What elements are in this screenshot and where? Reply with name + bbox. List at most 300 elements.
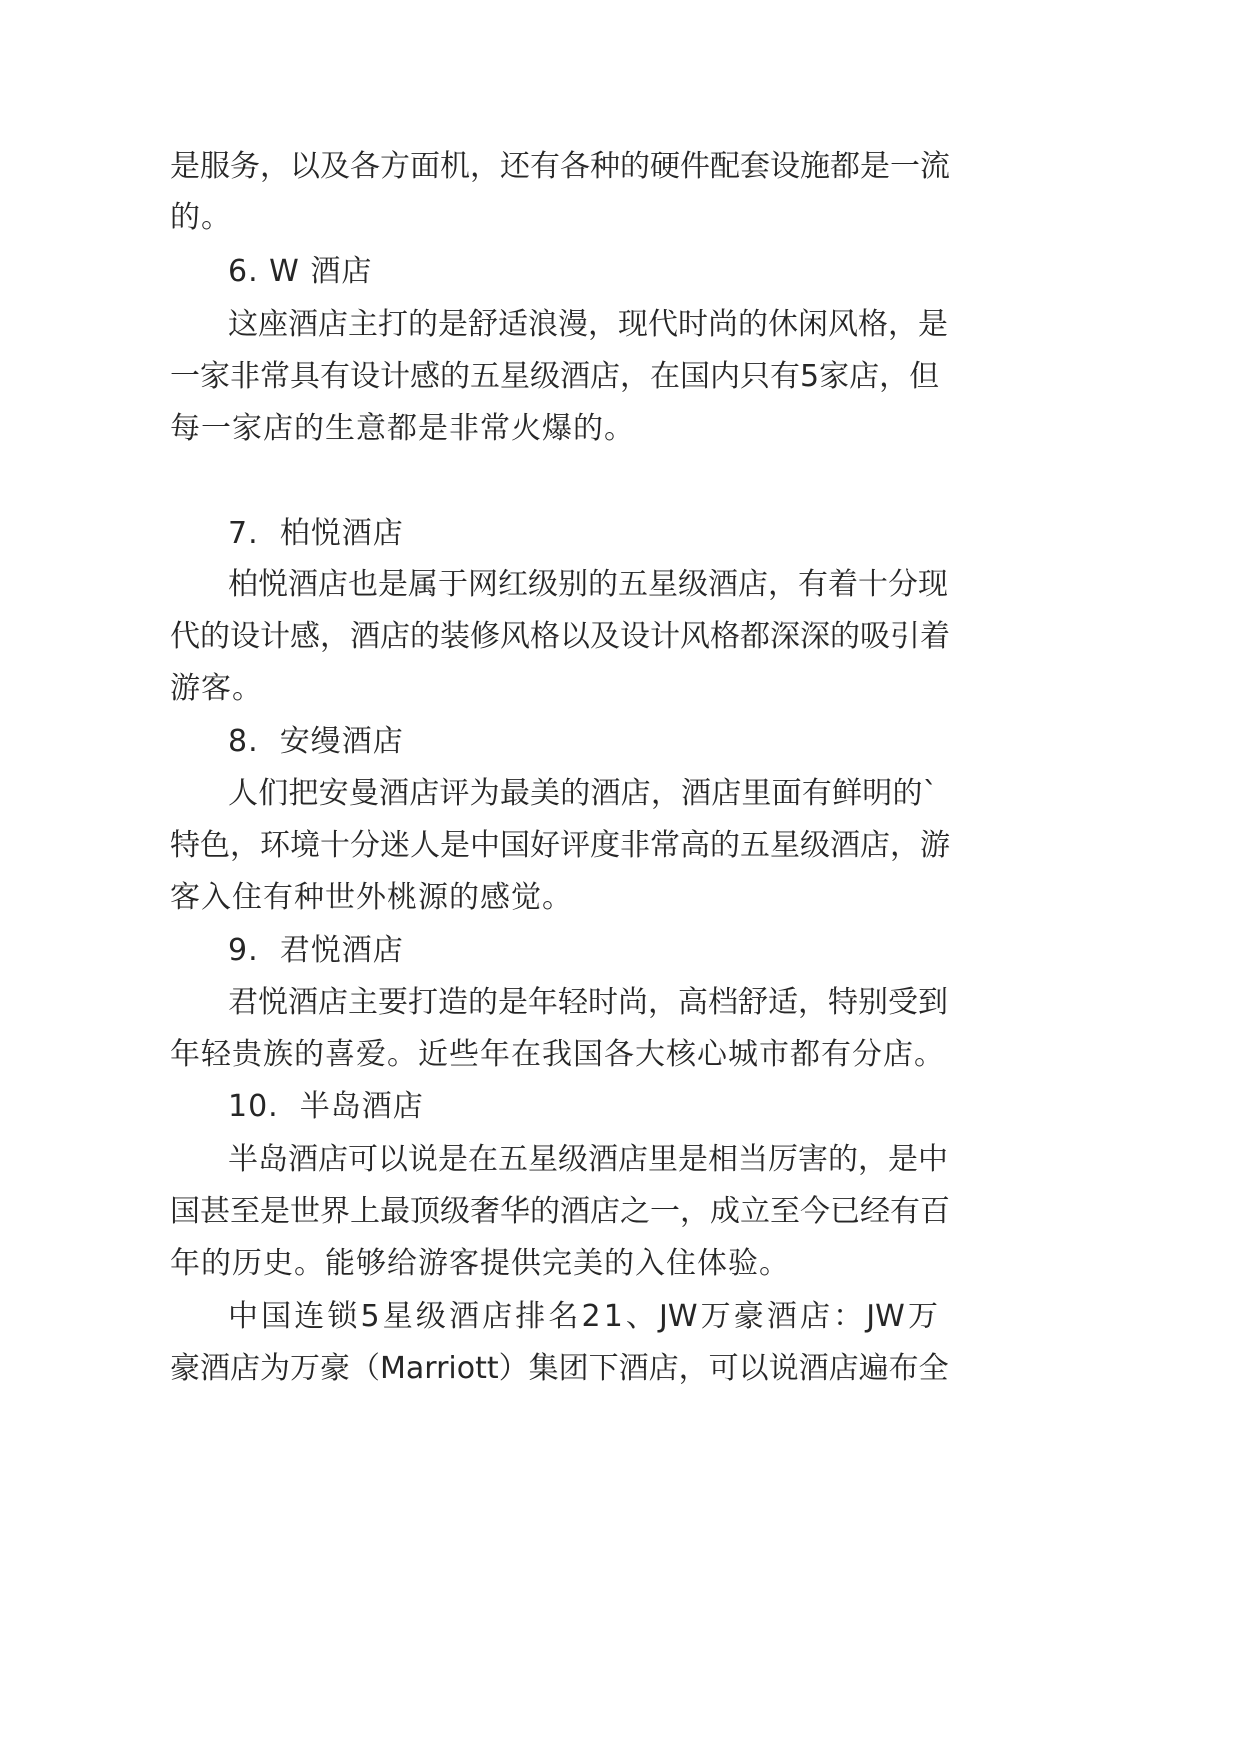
glyph: 五 — [498, 1142, 528, 1177]
glyph: 明 — [862, 776, 893, 811]
glyph: 评 — [439, 776, 470, 811]
glyph: 至 — [230, 1194, 260, 1229]
glyph: ， — [879, 359, 910, 394]
glyph: 店 — [380, 619, 410, 654]
glyph: 君 — [228, 985, 258, 1020]
glyph: 悦 — [258, 985, 288, 1020]
glyph: 立 — [740, 1194, 770, 1229]
glyph: 店 — [860, 828, 890, 863]
glyph: 成 — [710, 1194, 740, 1229]
glyph: 着 — [828, 567, 858, 602]
glyph: 家 — [200, 359, 230, 394]
glyph: 的 — [892, 776, 923, 811]
glyph: 风 — [828, 307, 858, 342]
glyph: ， — [320, 619, 350, 654]
glyph: 把 — [288, 776, 319, 811]
glyph: 以 — [738, 1351, 769, 1386]
glyph: 格 — [710, 619, 740, 654]
glyph: 是 — [888, 1142, 918, 1177]
glyph: 鲜 — [832, 776, 863, 811]
glyph: 是 — [378, 567, 408, 602]
glyph: 装 — [440, 619, 470, 654]
glyph: 流 — [920, 149, 950, 184]
glyph: 是 — [498, 985, 528, 1020]
glyph: 分 — [350, 828, 380, 863]
glyph: 舒 — [468, 307, 498, 342]
glyph: 是 — [678, 1142, 708, 1177]
glyph: 在 — [468, 1142, 498, 1177]
glyph: 害 — [798, 1142, 828, 1177]
glyph: 酒 — [560, 1194, 590, 1229]
glyph: （ — [350, 1351, 380, 1386]
glyph: 迷 — [380, 828, 410, 863]
text-line — [228, 1297, 938, 1337]
glyph: 感 — [290, 619, 320, 654]
glyph: 感 — [410, 359, 440, 394]
glyph: 安 — [318, 776, 349, 811]
text-line: 客入住有种世外桃源的感觉。 — [170, 880, 573, 915]
glyph: 的 — [200, 619, 230, 654]
glyph: 酒 — [288, 1142, 318, 1177]
glyph: 可 — [708, 1351, 739, 1386]
glyph: 格 — [858, 307, 888, 342]
glyph: 集 — [528, 1351, 559, 1386]
glyph: 高 — [678, 985, 708, 1020]
glyph: 主 — [348, 307, 378, 342]
glyph: 件 — [680, 149, 710, 184]
glyph: 豪 — [320, 1351, 350, 1386]
glyph: ` — [922, 776, 938, 811]
glyph: 、 — [625, 1299, 656, 1334]
glyph: 界 — [320, 1194, 350, 1229]
section-heading: 7. 柏悦酒店 — [228, 516, 404, 551]
glyph: 星 — [648, 567, 678, 602]
glyph: 店 — [648, 1351, 679, 1386]
glyph: 档 — [708, 985, 738, 1020]
glyph: 度 — [590, 828, 620, 863]
text-line — [170, 1192, 950, 1232]
glyph: 以 — [560, 619, 590, 654]
glyph: 中 — [918, 1142, 948, 1177]
glyph: ， — [768, 567, 798, 602]
text-line — [228, 305, 948, 345]
glyph: 常 — [260, 359, 290, 394]
glyph: 及 — [590, 619, 620, 654]
glyph: 星 — [500, 359, 530, 394]
glyph: 的 — [410, 619, 440, 654]
glyph: 有 — [801, 776, 832, 811]
glyph: 店 — [828, 1351, 859, 1386]
glyph: 店 — [230, 1351, 260, 1386]
glyph: 万 — [907, 1299, 938, 1334]
glyph: 机 — [440, 149, 470, 184]
glyph: 最 — [499, 776, 530, 811]
glyph: 常 — [650, 828, 680, 863]
glyph: 计 — [260, 619, 290, 654]
text-line: 年的历史。能够给游客提供完美的入住体验。 — [170, 1246, 790, 1281]
glyph: 上 — [350, 1194, 380, 1229]
text-line — [228, 1140, 948, 1180]
glyph: 面 — [410, 149, 440, 184]
glyph: 的 — [738, 307, 768, 342]
glyph: 环 — [260, 828, 290, 863]
glyph: 现 — [618, 307, 648, 342]
glyph: 十 — [320, 828, 350, 863]
glyph: 别 — [558, 567, 588, 602]
glyph: 设 — [770, 149, 800, 184]
glyph: JW — [866, 1299, 905, 1334]
glyph: 为 — [469, 776, 500, 811]
glyph: 酒 — [618, 1351, 649, 1386]
glyph: 5 — [360, 1299, 380, 1334]
glyph: 店 — [590, 359, 620, 394]
glyph: 全 — [918, 1351, 949, 1386]
text-line — [170, 147, 950, 187]
glyph: 是 — [438, 307, 468, 342]
glyph: 国 — [680, 359, 710, 394]
glyph: 及 — [320, 149, 350, 184]
glyph: 有 — [890, 1194, 920, 1229]
glyph: 的 — [440, 359, 470, 394]
glyph: 厉 — [768, 1142, 798, 1177]
glyph: 主 — [348, 985, 378, 1020]
glyph: 一 — [650, 1194, 680, 1229]
glyph: 有 — [770, 359, 800, 394]
text-line: 游客。 — [170, 671, 263, 706]
glyph: 国 — [170, 1194, 200, 1229]
glyph: 着 — [920, 619, 950, 654]
text-line — [170, 826, 950, 866]
glyph: 里 — [741, 776, 772, 811]
glyph: 十 — [858, 567, 888, 602]
glyph: 的 — [408, 307, 438, 342]
glyph: 至 — [770, 1194, 800, 1229]
glyph: 国 — [500, 828, 530, 863]
glyph: 酒 — [830, 828, 860, 863]
glyph: 评 — [560, 828, 590, 863]
glyph: 店 — [590, 1194, 620, 1229]
glyph: 套 — [740, 149, 770, 184]
glyph: 豪 — [170, 1351, 200, 1386]
glyph: 级 — [678, 567, 708, 602]
glyph: 是 — [260, 1194, 290, 1229]
glyph: ， — [648, 985, 678, 1020]
text-line — [228, 983, 948, 1023]
glyph: ， — [890, 828, 920, 863]
glyph: 们 — [258, 776, 289, 811]
text-line: 每一家店的生意都是非常火爆的。 — [170, 411, 635, 446]
glyph: 下 — [588, 1351, 619, 1386]
glyph: 具 — [290, 359, 320, 394]
glyph: 造 — [438, 985, 468, 1020]
text-line — [170, 357, 938, 397]
glyph: 悦 — [258, 567, 288, 602]
text-line: 年轻贵族的喜爱。近些年在我国各大核心城市都有分店。 — [170, 1037, 945, 1072]
glyph: 甚 — [200, 1194, 230, 1229]
glyph: 要 — [378, 985, 408, 1020]
glyph: 施 — [800, 149, 830, 184]
glyph: ， — [588, 307, 618, 342]
glyph: ， — [470, 149, 500, 184]
glyph: 店 — [620, 776, 651, 811]
glyph: ， — [650, 776, 681, 811]
glyph: ： — [833, 1299, 864, 1334]
text-line — [170, 1349, 949, 1389]
glyph: 是 — [860, 149, 890, 184]
section-heading: 6. W 酒店 — [228, 254, 373, 289]
glyph: 于 — [438, 567, 468, 602]
glyph: 到 — [918, 985, 948, 1020]
glyph: 店 — [318, 307, 348, 342]
glyph: 国 — [261, 1299, 292, 1334]
glyph: 配 — [710, 149, 740, 184]
glyph: 五 — [470, 359, 500, 394]
glyph: 闲 — [798, 307, 828, 342]
glyph: 酒 — [766, 1299, 797, 1334]
glyph: 是 — [438, 1142, 468, 1177]
text-line — [170, 617, 950, 657]
glyph: 别 — [858, 985, 888, 1020]
glyph: 打 — [408, 985, 438, 1020]
glyph: 星 — [382, 1299, 413, 1334]
glyph: 这 — [228, 307, 258, 342]
glyph: 说 — [408, 1142, 438, 1177]
glyph: 2 — [581, 1299, 601, 1334]
glyph: 相 — [708, 1142, 738, 1177]
glyph: 店 — [800, 1299, 831, 1334]
glyph: 分 — [888, 567, 918, 602]
glyph: 吸 — [860, 619, 890, 654]
glyph: ， — [858, 1142, 888, 1177]
glyph: 只 — [740, 359, 770, 394]
glyph: 酒 — [350, 619, 380, 654]
glyph: 1 — [603, 1299, 623, 1334]
glyph: 深 — [770, 619, 800, 654]
glyph: 奢 — [470, 1194, 500, 1229]
text-line — [228, 565, 948, 605]
glyph: 最 — [380, 1194, 410, 1229]
glyph: 年 — [528, 985, 558, 1020]
text-line: 的。 — [170, 200, 232, 235]
glyph: 酒 — [798, 1351, 829, 1386]
glyph: 布 — [888, 1351, 919, 1386]
glyph: 有 — [320, 359, 350, 394]
glyph: 设 — [230, 619, 260, 654]
glyph: 高 — [680, 828, 710, 863]
glyph: 但 — [909, 359, 940, 394]
glyph: 顶 — [410, 1194, 440, 1229]
glyph: 设 — [620, 619, 650, 654]
glyph: 还 — [500, 149, 530, 184]
glyph: 计 — [380, 359, 410, 394]
glyph: 在 — [650, 359, 680, 394]
glyph: 的 — [468, 985, 498, 1020]
glyph: ， — [680, 1194, 710, 1229]
glyph: 特 — [828, 985, 858, 1020]
glyph: 店 — [711, 776, 742, 811]
glyph: 内 — [710, 359, 740, 394]
glyph: 的 — [710, 828, 740, 863]
glyph: 店 — [738, 567, 768, 602]
glyph: 店 — [318, 567, 348, 602]
glyph: 酒 — [560, 359, 590, 394]
glyph: 级 — [528, 567, 558, 602]
glyph: 级 — [530, 359, 560, 394]
glyph: 万 — [290, 1351, 320, 1386]
glyph: 酒 — [288, 307, 318, 342]
glyph: 色 — [200, 828, 230, 863]
glyph: 今 — [800, 1194, 830, 1229]
glyph: 特 — [170, 828, 200, 863]
glyph: 级 — [558, 1142, 588, 1177]
glyph: ， — [798, 985, 828, 1020]
glyph: 格 — [530, 619, 560, 654]
glyph: 务 — [230, 149, 260, 184]
glyph: 家 — [819, 359, 850, 394]
glyph: 方 — [380, 149, 410, 184]
glyph: ， — [230, 828, 260, 863]
glyph: 也 — [348, 567, 378, 602]
glyph: 适 — [768, 985, 798, 1020]
glyph: 好 — [530, 828, 560, 863]
glyph: 一 — [170, 359, 200, 394]
text-line — [228, 774, 938, 814]
glyph: 店 — [409, 776, 440, 811]
glyph: 人 — [410, 828, 440, 863]
glyph: Marriott — [380, 1351, 499, 1386]
glyph: 级 — [415, 1299, 446, 1334]
glyph: ， — [888, 307, 918, 342]
glyph: 面 — [771, 776, 802, 811]
glyph: ） — [498, 1351, 529, 1386]
glyph: 级 — [440, 1194, 470, 1229]
glyph: 各 — [350, 149, 380, 184]
glyph: 之 — [620, 1194, 650, 1229]
glyph: 时 — [678, 307, 708, 342]
glyph: 五 — [618, 567, 648, 602]
glyph: 游 — [920, 828, 950, 863]
glyph: 酒 — [200, 1351, 230, 1386]
glyph: 酒 — [708, 567, 738, 602]
glyph: 人 — [228, 776, 258, 811]
glyph: 酒 — [288, 567, 318, 602]
glyph: 是 — [918, 307, 948, 342]
glyph: 座 — [258, 307, 288, 342]
glyph: 漫 — [558, 307, 588, 342]
glyph: 以 — [378, 1142, 408, 1177]
glyph: 经 — [860, 1194, 890, 1229]
glyph: 世 — [290, 1194, 320, 1229]
glyph: 浪 — [528, 307, 558, 342]
glyph: 是 — [170, 149, 200, 184]
glyph: 红 — [498, 567, 528, 602]
glyph: 遍 — [858, 1351, 889, 1386]
glyph: 种 — [590, 149, 620, 184]
glyph: 都 — [740, 619, 770, 654]
glyph: 可 — [348, 1142, 378, 1177]
glyph: 酒 — [681, 776, 712, 811]
glyph: 的 — [830, 619, 860, 654]
glyph: 中 — [228, 1299, 258, 1334]
glyph: 网 — [468, 567, 498, 602]
glyph: 酒 — [448, 1299, 479, 1334]
glyph: 名 — [548, 1299, 579, 1334]
glyph: 适 — [498, 307, 528, 342]
glyph: JW — [659, 1299, 698, 1334]
glyph: 计 — [650, 619, 680, 654]
glyph: 代 — [170, 619, 200, 654]
glyph: 为 — [260, 1351, 290, 1386]
glyph: 有 — [530, 149, 560, 184]
glyph: 半 — [228, 1142, 258, 1177]
glyph: ， — [620, 359, 650, 394]
glyph: 锁 — [327, 1299, 358, 1334]
section-heading: 9. 君悦酒店 — [228, 933, 404, 968]
glyph: 一 — [890, 149, 920, 184]
glyph: 舒 — [738, 985, 768, 1020]
glyph: 硬 — [650, 149, 680, 184]
glyph: 服 — [200, 149, 230, 184]
glyph: 中 — [470, 828, 500, 863]
glyph: 5 — [800, 359, 820, 394]
glyph: 设 — [350, 359, 380, 394]
glyph: 店 — [482, 1299, 513, 1334]
glyph: 豪 — [733, 1299, 764, 1334]
glyph: 代 — [648, 307, 678, 342]
glyph: 风 — [500, 619, 530, 654]
glyph: 酒 — [288, 985, 318, 1020]
glyph: 酒 — [588, 1142, 618, 1177]
glyph: 店 — [318, 1142, 348, 1177]
glyph: 的 — [530, 1194, 560, 1229]
glyph: 受 — [888, 985, 918, 1020]
glyph: 排 — [515, 1299, 546, 1334]
section-heading: 10. 半岛酒店 — [228, 1089, 424, 1124]
glyph: 有 — [798, 567, 828, 602]
glyph: 星 — [528, 1142, 558, 1177]
glyph: 的 — [828, 1142, 858, 1177]
glyph: 引 — [890, 619, 920, 654]
glyph: 深 — [800, 619, 830, 654]
glyph: 星 — [770, 828, 800, 863]
glyph: 连 — [294, 1299, 325, 1334]
glyph: 的 — [620, 149, 650, 184]
glyph: 轻 — [558, 985, 588, 1020]
glyph: 五 — [740, 828, 770, 863]
glyph: 修 — [470, 619, 500, 654]
glyph: 曼 — [348, 776, 379, 811]
glyph: 是 — [440, 828, 470, 863]
glyph: 以 — [290, 149, 320, 184]
glyph: 打 — [378, 307, 408, 342]
glyph: 级 — [800, 828, 830, 863]
glyph: 说 — [768, 1351, 799, 1386]
glyph: 非 — [230, 359, 260, 394]
glyph: 休 — [768, 307, 798, 342]
glyph: 华 — [500, 1194, 530, 1229]
glyph: 境 — [290, 828, 320, 863]
glyph: 现 — [918, 567, 948, 602]
glyph: 时 — [588, 985, 618, 1020]
glyph: 非 — [620, 828, 650, 863]
glyph: 尚 — [618, 985, 648, 1020]
glyph: 的 — [560, 776, 591, 811]
glyph: 当 — [738, 1142, 768, 1177]
glyph: 柏 — [228, 567, 258, 602]
glyph: 万 — [700, 1299, 731, 1334]
glyph: ， — [260, 149, 290, 184]
glyph: 里 — [648, 1142, 678, 1177]
